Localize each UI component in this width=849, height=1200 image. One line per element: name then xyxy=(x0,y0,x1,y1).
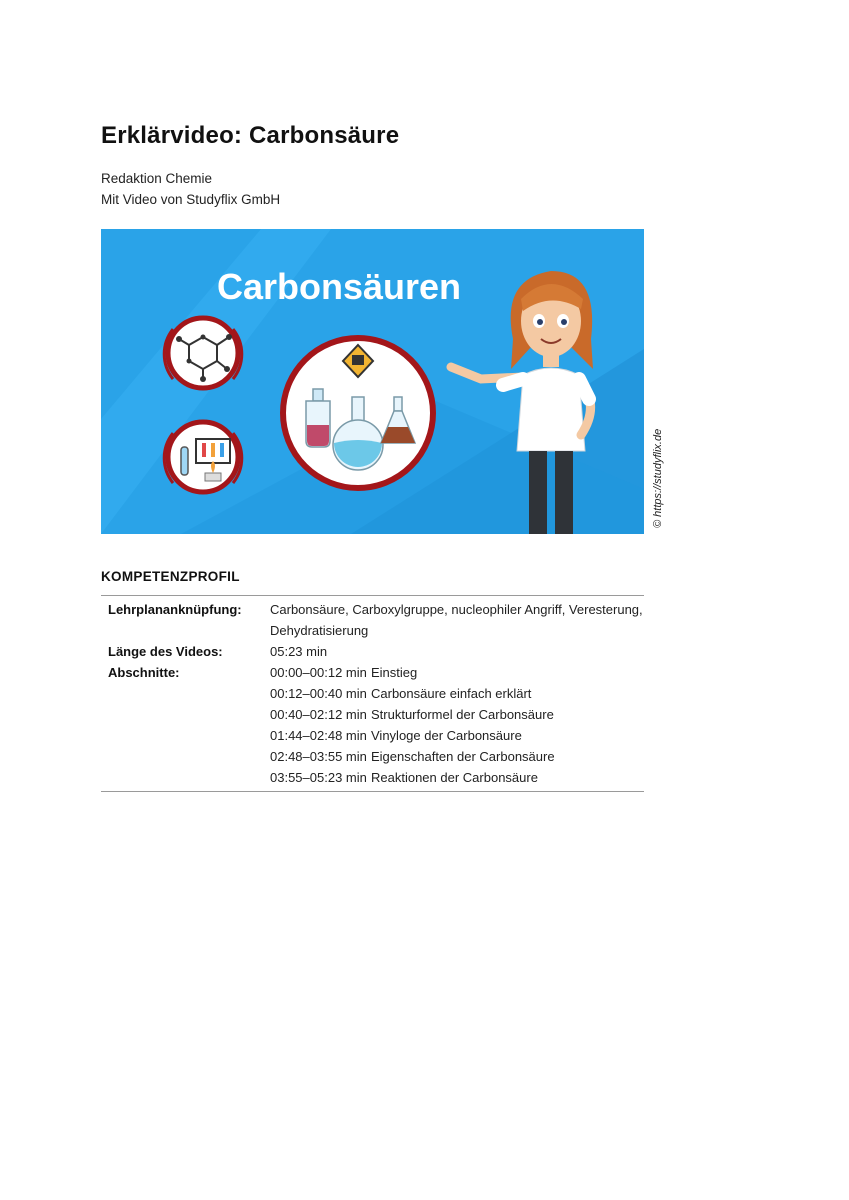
competence-profile-table xyxy=(101,595,644,792)
section-time: 00:40–02:12 min xyxy=(270,707,367,722)
flasks-icon xyxy=(283,338,433,488)
editorial-credit: Redaktion Chemie xyxy=(101,171,213,186)
section-item xyxy=(270,662,644,683)
image-credit: © https://studyflix.de xyxy=(652,428,664,528)
length-row xyxy=(101,641,644,662)
section-title: Carbonsäure einfach erklärt xyxy=(371,686,532,701)
thumbnail-headline: Carbonsäuren xyxy=(216,266,462,307)
section-time: 00:12–00:40 min xyxy=(270,686,367,701)
section-item xyxy=(270,767,644,788)
curriculum-value-line: Dehydratisierung xyxy=(270,623,369,638)
video-thumbnail[interactable] xyxy=(101,229,644,534)
lab-equipment-icon xyxy=(164,422,242,492)
curriculum-value xyxy=(270,599,644,641)
page-title: Erklärvideo: Carbonsäure xyxy=(101,122,400,149)
section-item xyxy=(270,683,644,704)
section-title: Einstieg xyxy=(371,665,418,680)
video-source: Mit Video von Studyflix GmbH xyxy=(101,192,281,207)
sections-row xyxy=(101,662,644,788)
section-title: Vinyloge der Carbonsäure xyxy=(371,728,522,743)
sections-label: Abschnitte: xyxy=(108,665,180,680)
section-item xyxy=(270,746,644,767)
length-value: 05:23 min xyxy=(270,644,328,659)
section-item xyxy=(270,725,644,746)
curriculum-label: Lehrplananknüpfung: xyxy=(108,602,242,617)
section-time: 02:48–03:55 min xyxy=(270,749,367,764)
length-label: Länge des Videos: xyxy=(108,644,223,659)
curriculum-value-line: Carbonsäure, Carboxylgruppe, nucleophiler Angriff, Veresterung, xyxy=(270,602,643,617)
section-time: 03:55–05:23 min xyxy=(270,770,367,785)
section-heading: KOMPETENZPROFIL xyxy=(101,569,240,584)
section-time: 00:00–00:12 min xyxy=(270,665,367,680)
curriculum-row xyxy=(101,599,644,641)
section-title: Reaktionen der Carbonsäure xyxy=(371,770,538,785)
section-item xyxy=(270,704,644,725)
section-title: Eigenschaften der Carbonsäure xyxy=(371,749,555,764)
molecule-icon xyxy=(164,318,242,388)
sections-list xyxy=(270,662,644,788)
section-time: 01:44–02:48 min xyxy=(270,728,367,743)
section-title: Strukturformel der Carbonsäure xyxy=(371,707,554,722)
